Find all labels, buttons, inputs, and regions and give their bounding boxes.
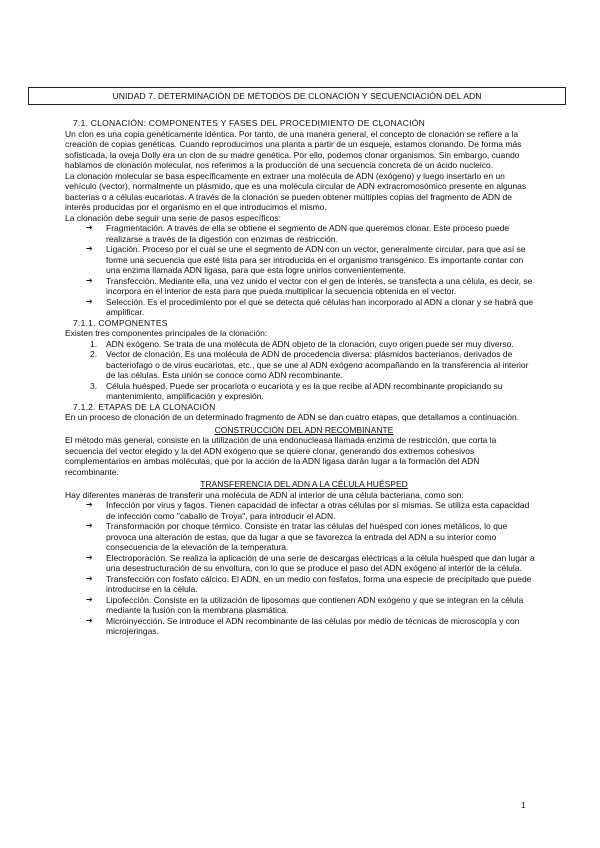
- list-item: ➔ Electroporación. Se realiza la aplicación de una serie de descargas eléctricas a la célula huésped que dan lugar a una desestructuración de su envoltura, con lo que se produce el paso del ADN exógeno al interior de la célula.: [106, 553, 535, 574]
- paragraph: Un clon es una copia genéticamente idéntica. Por tanto, de una manera general, el concepto de clonación se refiere a la creación de copias genéticas. Cuando reproducimos una planta a partir de un esqueje, estamos clonando. De forma más sofisticada, la oveja Dolly era un clon de su madre genética. Por ello, podemos clonar organismos. Sin embargo, cuando hablamos de clonación molecular, nos referimos a la producción de una secuencia concreta de un ácido nucleico.: [65, 128, 522, 170]
- unit-title-box: UNIDAD 7. DETERMINACIÓN DE MÉTODOS DE CLONACIÓN Y SECUENCIACIÓN DEL ADN: [28, 87, 566, 105]
- list-item: ➔ Selección. Es el procedimiento por el que se detecta qué células han incorporado al ADN a clonar y se habrá que amplificar.: [106, 297, 535, 318]
- list-number: 1.: [90, 338, 98, 349]
- transferencia-heading: TRANSFERENCIA DEL ADN A LA CÉLULA HUÉSPED: [200, 479, 408, 489]
- construccion-heading: CONSTRUCCIÓN DEL ADN RECOMBINANTE: [214, 424, 394, 435]
- list-number: 3.: [90, 380, 98, 391]
- list-item-text: ADN exógeno. Se trata de una molécula de ADN objeto de la clonación, cuyo origen puede ser muy diverso.: [106, 338, 514, 349]
- list-item: [90, 380, 535, 402]
- paragraph: Hay diferentes maneras de transferir una molécula de ADN al interior de una célula bacteriana, como son:: [65, 489, 464, 500]
- cloning-steps-list: [73, 223, 535, 318]
- paragraph: La clonación molecular se basa específicamente en extraer una molécula de ADN (exógeno) y luego insertarlo en un vehículo (vector), normalmente un plásmido, que es una molécula circular de ADN extracromosómico presente en algunas bacterias o a células eucariotas. A través de la clonación se pueden obtener múltiples copias del fragmento de ADN de interés producidas por el organismo en el que introducimos el mismo.: [65, 170, 527, 212]
- paragraph: En un proceso de clonación de un determinado fragmento de ADN se dan cuatro etapas, que detallamos a continuación.: [65, 412, 520, 422]
- transfer-methods-list: [73, 500, 535, 637]
- list-item: ➔ Transfección con fosfato cálcico. El ADN, en un medio con fosfatos, forma una especie de precipitado que puede introducirse en la célula.: [106, 574, 535, 595]
- section-7-1-heading: 7.1. CLONACIÓN: COMPONENTES Y FASES DEL PROCEDIMIENTO DE CLONACIÓN: [73, 118, 426, 128]
- list-number: 2.: [90, 349, 98, 359]
- list-item: ➔ Ligación. Proceso por el cual se une el segmento de ADN con un vector, generalmente circular, para que así se forme una secuencia que esté lista para ser introducida en el organismo transgénico. Es importante contar con una enzima llamada ADN ligasa, para que esta logre unirlos convenientemente.: [106, 244, 535, 276]
- list-item: [90, 349, 535, 381]
- section-7-1-1-heading: 7.1.1. COMPONENTES: [73, 317, 168, 328]
- list-item: [90, 338, 535, 350]
- paragraph: El método más general, consiste en la utilización de una endonucleasa llamada enzima de restricción, que corta la secuencia del vector elegido y la del ADN exógeno que se quiere clonar, generando dos extremos cohesivos complementarios en ambas moléculas, que por la acción de la ADN ligasa darán lugar a la formación del ADN recombinante.: [65, 435, 497, 477]
- list-item: ➔ Transformación por choque térmico. Consiste en tratar las células del huésped con iones metálicos, lo que provoca una alteración de estas, que da lugar a que se favorezca la entrada del ADN a su interior como consecuencia de la elevación de la temperatura.: [106, 521, 535, 553]
- page-number: 1: [521, 800, 526, 810]
- list-item: ➔ Microinyección. Se introduce el ADN recombinante de las células por medio de técnicas de microscopía y con microjeringas.: [106, 616, 535, 637]
- list-item: ➔ Infección por virus y fagos. Tienen capacidad de infectar a otras células por sí mismas. Se utiliza esta capacidad de infección como "caballo de Troya", para introducir el ADN.: [106, 500, 535, 521]
- paragraph: Existen tres componentes principales de la clonación:: [65, 328, 268, 338]
- list-item-text: Célula huésped. Puede ser procariota o eucariota y es la que recibe al ADN recombinante propiciando su mantenimiento, amplificación y expresión.: [106, 380, 503, 401]
- list-item: ➔ Transfección. Mediante ella, una vez unido el vector con el gen de interés, se transfecta a una célula, es decir, se incorpora en el interior de esta para que pueda multiplicar la secuencia obtenida en el vector.: [106, 276, 535, 297]
- paragraph: La clonación debe seguir una serie de pasos específicos:: [65, 212, 281, 223]
- list-item-text: Vector de clonación. Es una molécula de ADN de procedencia diversa: plásmidos bacterianos, derivados de bacteriofago o de virus eucariotas, etc., que se une al ADN exógeno acompañando en la transferencia al interior de las células. Esta unión se conoce como ADN recombinante.: [106, 349, 529, 380]
- components-list: [73, 339, 535, 402]
- list-item: ➔ Lipofección. Consiste en la utilización de liposomas que contienen ADN exógeno y que se integran en la célula mediante la fusión con la membrana plasmática.: [106, 595, 535, 616]
- section-7-1-2-heading: 7.1.2. ETAPAS DE LA CLONACIÓN: [73, 401, 216, 412]
- document-body: [65, 118, 535, 637]
- list-item: ➔ Fragmentación. A través de ella se obtiene el segmento de ADN que queremos clonar. Este proceso puede realizarse a través de la digestión con enzimas de restricción.: [106, 223, 535, 244]
